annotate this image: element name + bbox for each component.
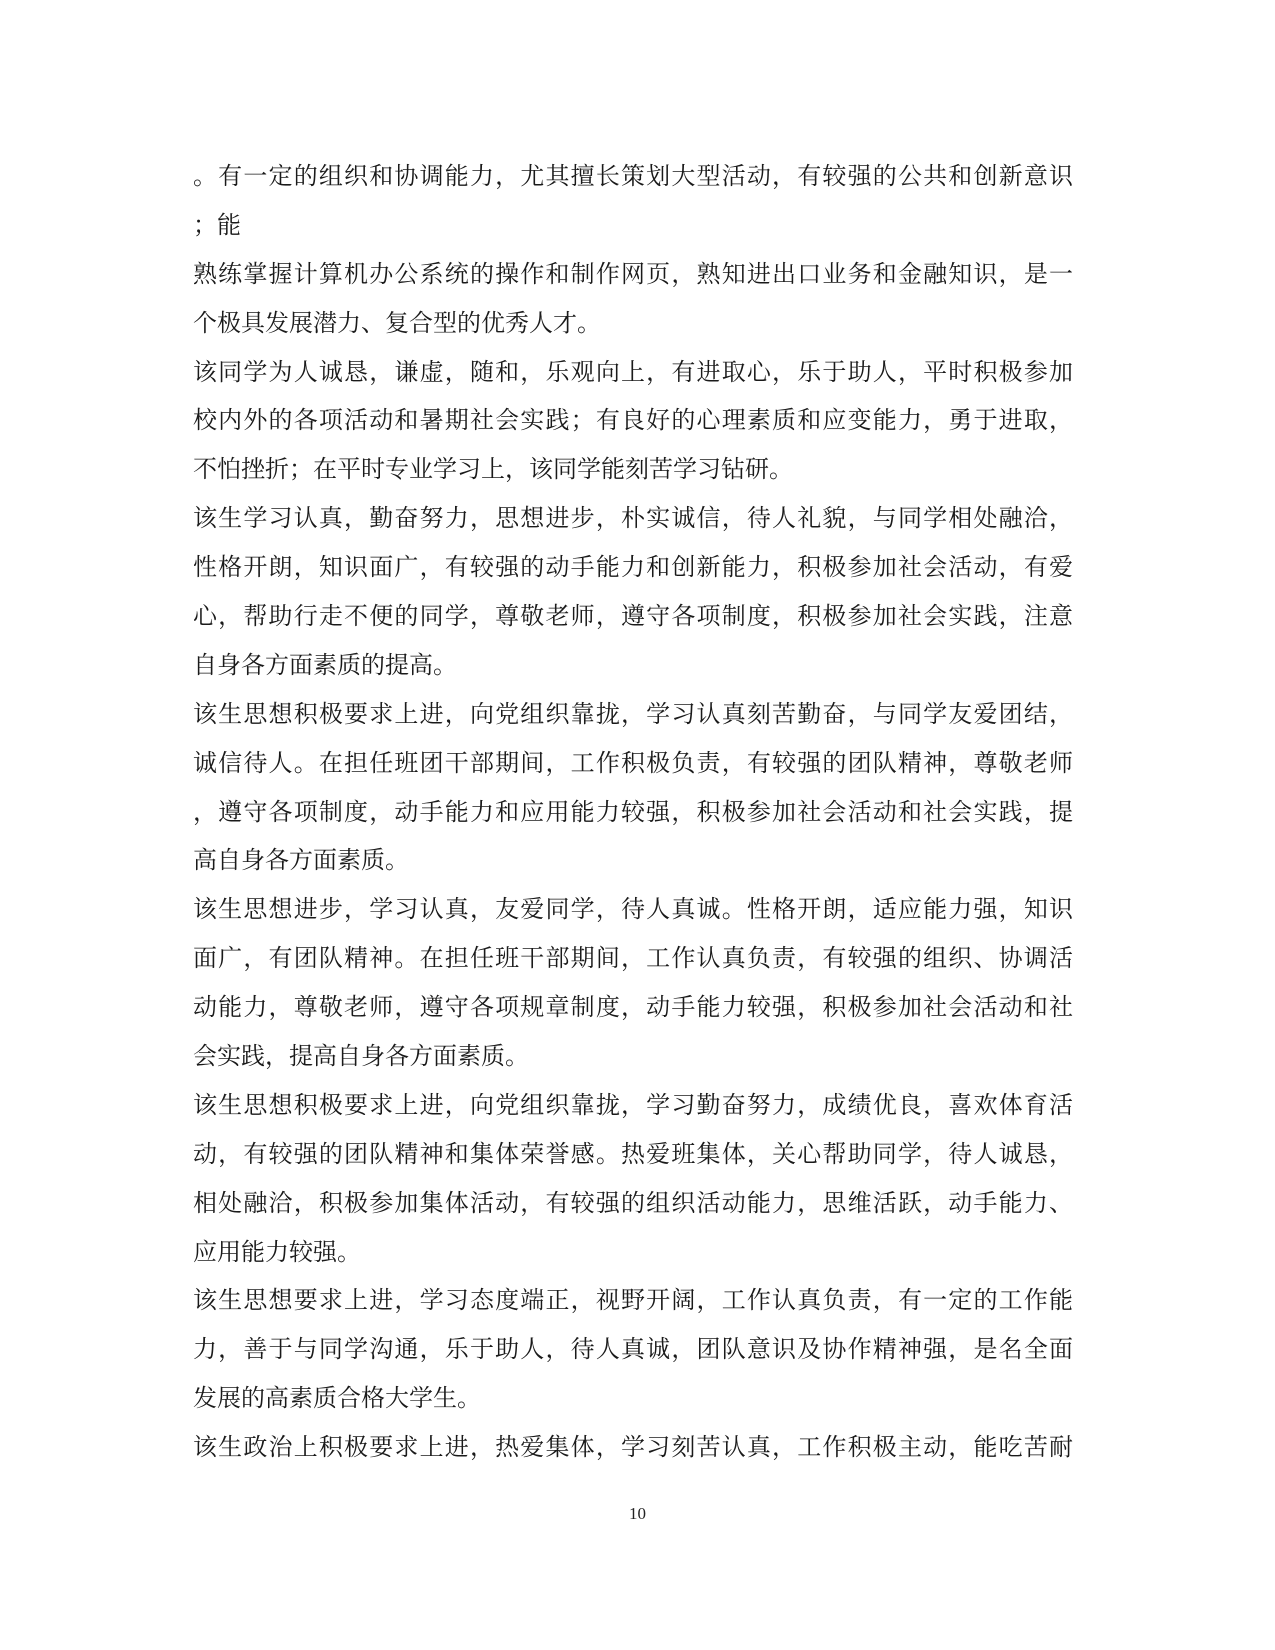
body-text [193, 152, 1073, 1472]
text-line: 应用能力较强。 [193, 1237, 361, 1266]
text-line: 该同学为人诚恳，谦虚，随和，乐观向上，有进取心，乐于助人，平时积极参加 [193, 357, 1073, 386]
text-line: 不怕挫折；在平时专业学习上，该同学能刻苦学习钻研。 [193, 455, 793, 484]
text-line: 高自身各方面素质。 [193, 846, 409, 875]
text-line: 面广，有团队精神。在担任班干部期间，工作认真负责，有较强的组织、协调活 [193, 944, 1073, 973]
text-line: 。有一定的组织和协调能力，尤其擅长策划大型活动，有较强的公共和创新意识 [193, 162, 1073, 190]
text-line: 该生思想要求上进，学习态度端正，视野开阔，工作认真负责，有一定的工作能 [193, 1286, 1073, 1315]
text-line: 该生思想积极要求上进，向党组织靠拢，学习勤奋努力，成绩优良，喜欢体育活 [193, 1090, 1073, 1119]
text-line: 诚信待人。在担任班团干部期间，工作积极负责，有较强的团队精神，尊敬老师 [193, 748, 1073, 777]
text-line: 发展的高素质合格大学生。 [193, 1384, 481, 1413]
text-line: 个极具发展潜力、复合型的优秀人才。 [193, 308, 601, 337]
text-line: 相处融洽，积极参加集体活动，有较强的组织活动能力，思维活跃，动手能力、 [193, 1188, 1073, 1217]
text-line: 会实践，提高自身各方面素质。 [193, 1042, 529, 1071]
text-line: ，遵守各项制度，动手能力和应用能力较强，积极参加社会活动和社会实践，提 [193, 797, 1073, 826]
text-line: 该生思想进步，学习认真，友爱同学，待人真诚。性格开朗，适应能力强，知识 [193, 895, 1073, 924]
text-line: 该生学习认真，勤奋努力，思想进步，朴实诚信，待人礼貌，与同学相处融洽， [193, 504, 1073, 533]
page-number: 10 [629, 1504, 646, 1523]
text-line: 动能力，尊敬老师，遵守各项规章制度，动手能力较强，积极参加社会活动和社 [193, 993, 1073, 1022]
text-line: 心，帮助行走不便的同学，尊敬老师，遵守各项制度，积极参加社会实践，注意 [193, 602, 1073, 631]
text-line: 自身各方面素质的提高。 [193, 650, 457, 679]
text-line: 该生政治上积极要求上进，热爱集体，学习刻苦认真，工作积极主动，能吃苦耐 [193, 1433, 1073, 1462]
text-line: 该生思想积极要求上进，向党组织靠拢，学习认真刻苦勤奋，与同学友爱团结， [193, 699, 1073, 728]
text-line: ；能 [193, 210, 241, 239]
text-line: 校内外的各项活动和暑期社会实践；有良好的心理素质和应变能力，勇于进取， [193, 406, 1073, 435]
text-line: 熟练掌握计算机办公系统的操作和制作网页，熟知进出口业务和金融知识，是一 [193, 259, 1073, 288]
text-line: 性格开朗，知识面广，有较强的动手能力和创新能力，积极参加社会活动，有爱 [193, 553, 1073, 582]
text-line: 动，有较强的团队精神和集体荣誉感。热爱班集体，关心帮助同学，待人诚恳， [193, 1139, 1073, 1168]
text-line: 力，善于与同学沟通，乐于助人，待人真诚，团队意识及协作精神强，是名全面 [193, 1335, 1073, 1364]
